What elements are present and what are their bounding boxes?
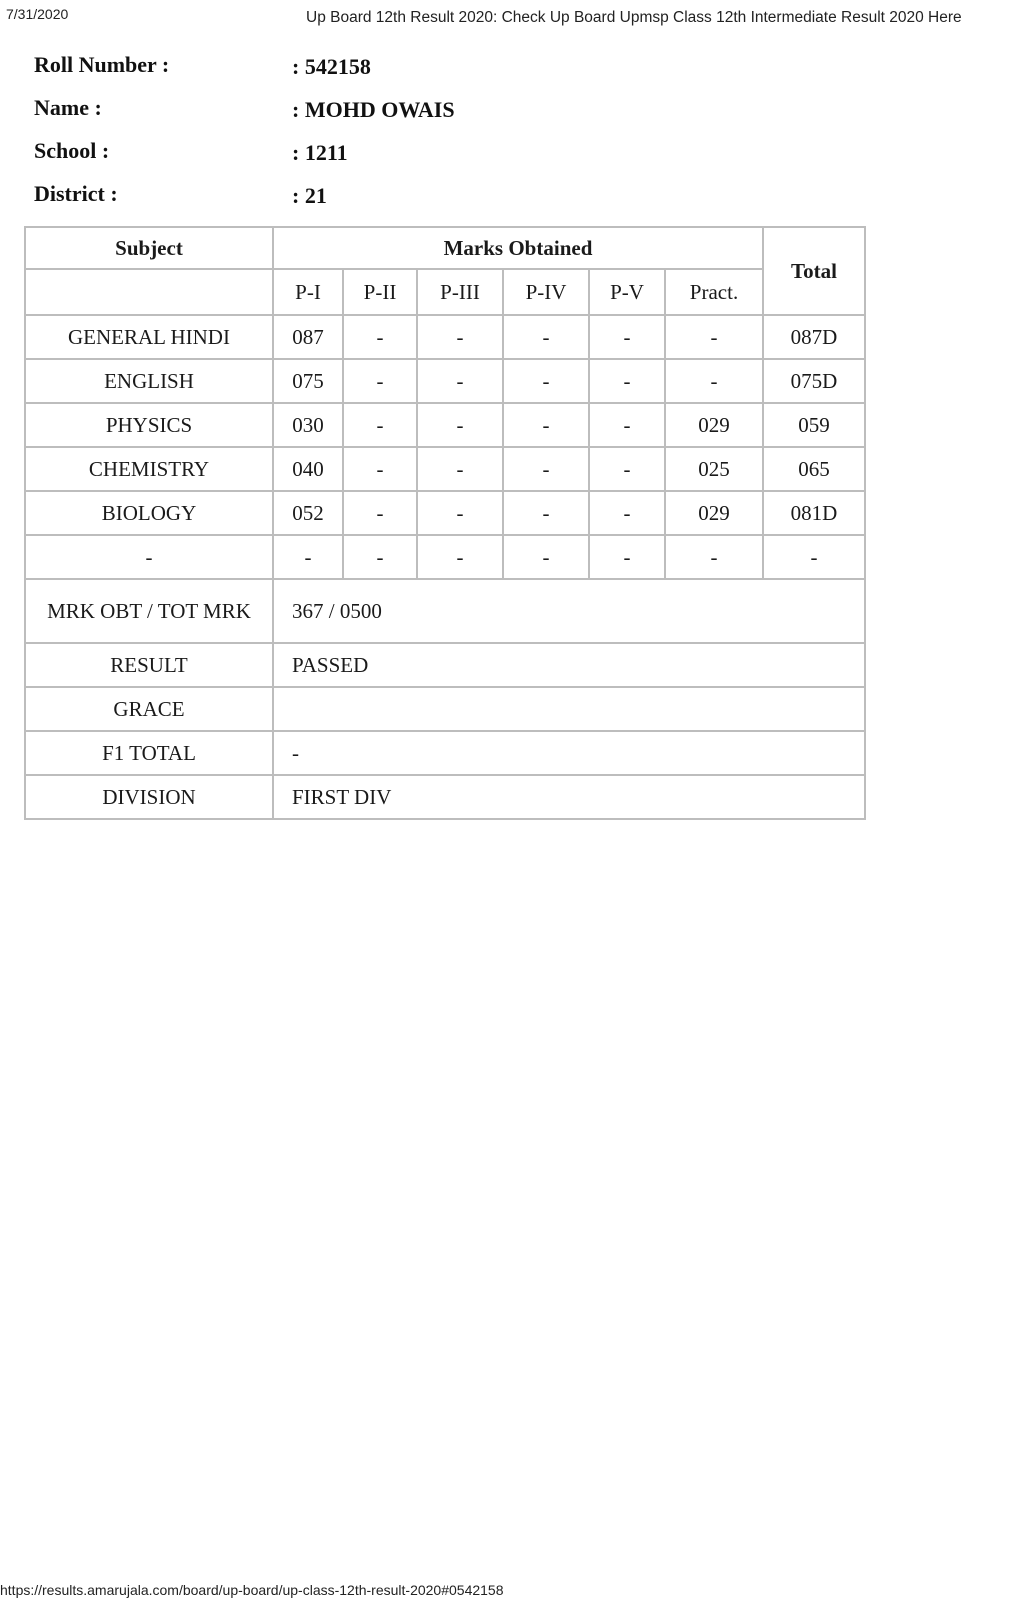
mark-cell: -	[503, 403, 589, 447]
total-cell: 059	[763, 403, 865, 447]
table-row	[25, 491, 865, 535]
summary-label: MRK OBT / TOT MRK	[25, 579, 273, 643]
paper-header: P-I	[273, 269, 343, 315]
mark-cell: -	[503, 491, 589, 535]
subject-cell: PHYSICS	[25, 403, 273, 447]
table-row	[25, 315, 865, 359]
school-label: School :	[34, 138, 110, 163]
summary-row-f1-total	[25, 731, 865, 775]
footer-url: https://results.amarujala.com/board/up-board/up-class-12th-result-2020#0542158	[0, 1582, 504, 1598]
mark-cell: -	[665, 315, 763, 359]
paper-header: Pract.	[665, 269, 763, 315]
total-header: Total	[763, 227, 865, 315]
table-header-row	[25, 227, 865, 269]
mark-cell: -	[417, 359, 503, 403]
mark-cell: -	[589, 403, 665, 447]
subject-header: Subject	[25, 227, 273, 269]
mark-cell: 029	[665, 403, 763, 447]
mark-cell: -	[343, 403, 417, 447]
summary-value: FIRST DIV	[273, 775, 865, 819]
subject-cell: GENERAL HINDI	[25, 315, 273, 359]
name-value: : MOHD OWAIS	[292, 97, 455, 122]
district-label: District :	[34, 181, 118, 206]
summary-row-division	[25, 775, 865, 819]
paper-header: P-III	[417, 269, 503, 315]
summary-value: 367 / 0500	[273, 579, 865, 643]
summary-row-marks	[25, 579, 865, 643]
summary-label: DIVISION	[25, 775, 273, 819]
district-value: : 21	[292, 183, 327, 208]
mark-cell: -	[503, 359, 589, 403]
mark-cell: -	[417, 447, 503, 491]
marks-table	[24, 226, 866, 820]
mark-cell: 075	[273, 359, 343, 403]
mark-cell: -	[417, 535, 503, 579]
mark-cell: -	[665, 359, 763, 403]
paper-header: P-V	[589, 269, 665, 315]
table-row	[25, 359, 865, 403]
mark-cell: -	[343, 535, 417, 579]
mark-cell: 040	[273, 447, 343, 491]
mark-cell: -	[503, 535, 589, 579]
table-row	[25, 447, 865, 491]
total-cell: -	[763, 535, 865, 579]
paper-header-row	[25, 269, 865, 315]
subject-cell: ENGLISH	[25, 359, 273, 403]
total-cell: 081D	[763, 491, 865, 535]
school-value: : 1211	[292, 140, 348, 165]
paper-header: P-IV	[503, 269, 589, 315]
mark-cell: 030	[273, 403, 343, 447]
mark-cell: -	[503, 315, 589, 359]
total-cell: 065	[763, 447, 865, 491]
mark-cell: 052	[273, 491, 343, 535]
mark-cell: -	[417, 491, 503, 535]
mark-cell: -	[589, 491, 665, 535]
summary-label: F1 TOTAL	[25, 731, 273, 775]
mark-cell: -	[343, 315, 417, 359]
summary-value: PASSED	[273, 643, 865, 687]
mark-cell: -	[589, 535, 665, 579]
subject-cell: CHEMISTRY	[25, 447, 273, 491]
roll-number-label: Roll Number :	[34, 52, 170, 77]
mark-cell: -	[417, 403, 503, 447]
summary-label: GRACE	[25, 687, 273, 731]
mark-cell: -	[503, 447, 589, 491]
name-label: Name :	[34, 95, 102, 120]
subject-cell: -	[25, 535, 273, 579]
mark-cell: -	[589, 359, 665, 403]
total-cell: 087D	[763, 315, 865, 359]
empty-header-cell	[25, 269, 273, 315]
mark-cell: -	[343, 491, 417, 535]
marks-obtained-header: Marks Obtained	[273, 227, 763, 269]
summary-row-grace	[25, 687, 865, 731]
subject-cell: BIOLOGY	[25, 491, 273, 535]
mark-cell: 029	[665, 491, 763, 535]
summary-value: -	[273, 731, 865, 775]
table-row	[25, 535, 865, 579]
mark-cell: -	[665, 535, 763, 579]
paper-header: P-II	[343, 269, 417, 315]
mark-cell: -	[589, 447, 665, 491]
mark-cell: 025	[665, 447, 763, 491]
summary-value	[273, 687, 865, 731]
summary-row-result	[25, 643, 865, 687]
mark-cell: -	[343, 359, 417, 403]
roll-number-value: : 542158	[292, 54, 371, 79]
mark-cell: -	[273, 535, 343, 579]
mark-cell: 087	[273, 315, 343, 359]
mark-cell: -	[417, 315, 503, 359]
total-cell: 075D	[763, 359, 865, 403]
mark-cell: -	[343, 447, 417, 491]
print-page-title: Up Board 12th Result 2020: Check Up Board Upmsp Class 12th Intermediate Result 2020 Here	[306, 9, 962, 26]
table-row	[25, 403, 865, 447]
print-date: 7/31/2020	[6, 6, 69, 22]
summary-label: RESULT	[25, 643, 273, 687]
mark-cell: -	[589, 315, 665, 359]
